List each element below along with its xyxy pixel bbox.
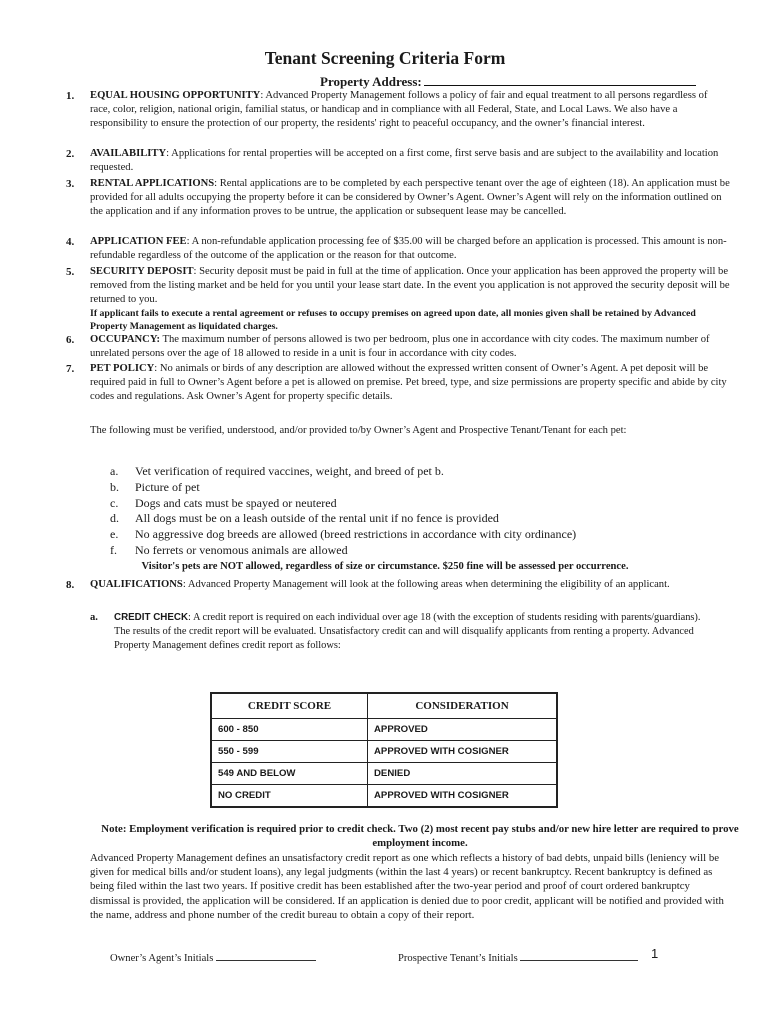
tenant-initials (398, 950, 638, 964)
agent-initials-label: Owner’s Agent’s Initials (110, 953, 214, 964)
tenant-initials-field[interactable] (520, 950, 638, 961)
list-item: a. Vet verification of required vaccines, weight, and breed of pet b. (110, 464, 444, 478)
list-item: c. Dogs and cats must be spayed or neutered (110, 495, 337, 510)
table-row (211, 741, 557, 763)
item-text: : Advanced Property Management will look at the following areas when determining the eligibility of an applicant. (182, 579, 670, 590)
item-text: : Security deposit must be paid in full at the time of application. Once your application has been approved the property will be removed from the listing market and be held for you until your lease start date. In the event you application is not approved the security deposit will be returned to you. (90, 266, 730, 305)
credit-score-table (210, 692, 558, 808)
list-item: f. No ferrets or venomous animals are allowed (110, 542, 348, 557)
item-heading: EQUAL HOUSING OPPORTUNITY (90, 90, 261, 101)
item-heading: RENTAL APPLICATIONS (90, 178, 215, 189)
item-availability (90, 147, 730, 175)
consideration-cell: APPROVED WITH COSIGNER (374, 790, 509, 801)
page-title: Tenant Screening Criteria Form (264, 48, 506, 68)
item-equal-housing (90, 89, 730, 131)
item-pet-policy (90, 362, 730, 404)
item-text: : Applications for rental properties will be accepted on a first come, first serve basis and are subject to the availability and location requested. (90, 148, 719, 173)
item-number-7: 7. (66, 363, 75, 375)
item-number-5: 5. (66, 266, 75, 278)
agent-initials (110, 950, 316, 964)
list-item: b. Picture of pet (110, 479, 200, 494)
credit-score-cell: NO CREDIT (211, 785, 368, 808)
item-rental-applications (90, 177, 730, 219)
credit-check-heading: CREDIT CHECK (114, 612, 189, 623)
item-application-fee (90, 235, 730, 263)
item-heading: PET POLICY (90, 363, 155, 374)
header-consideration: CONSIDERATION (368, 693, 558, 719)
credit-check-letter: a. (90, 612, 98, 623)
item-text: : Advanced Property Management follows a policy of fair and equal treatment to all persons regardless of race, color, religion, national origin, familial status, or handicap and in compliance with all Federal, State, and Local Laws. We also have a responsibility to ensure the protection of our property, the residents' right to peaceful occupancy, and the owner’s financial interest. (90, 90, 708, 129)
consideration-cell: APPROVED (368, 719, 558, 741)
table-row (211, 763, 557, 785)
item-heading: QUALIFICATIONS (90, 579, 183, 590)
credit-check-text: : A credit report is required on each individual over age 18 (with the exception of students residing with parents/guardians). The results of the credit report will be evaluated. Unsatisfactory credit can and will disqualify applicants from renting a property. Advanced Property Management defines credit report as follows: (114, 612, 701, 651)
unsatisfactory-credit-paragraph: Advanced Property Management defines an unsatisfactory credit report as one which reflects a history of bad debts, unpaid bills (leniency will be given for medical bills and/or student loans), any legal judgments (within the last 4 years) or recent bankruptcy. Recent bankruptcy is defined as being filed within the last two years. If positive credit has been established after the two-year period and proof of court ordered bankruptcy dismissal is provided, the application will be considered. If an application is denied due to poor credit, applicant will be notified and provided with the name, address and phone number of the credit bureau to obtain a copy of their report. (90, 852, 724, 921)
item-text: The maximum number of persons allowed is two per bedroom, plus one in accordance with city codes. The maximum number of unrelated persons over the age of 18 allowed to reside in a unit is four in accordance with city codes. (90, 334, 710, 359)
item-number-1: 1. (66, 90, 75, 102)
item-heading: SECURITY DEPOSIT (90, 266, 194, 277)
item-text: : A non-refundable application processing fee of $35.00 will be charged before an application is processed. This amount is non-refundable regardless of the outcome of the application or the reason for that outcome. (90, 236, 727, 261)
item-number-8: 8. (66, 579, 75, 591)
property-address-label: Property Address: (320, 74, 422, 89)
table-row (211, 785, 557, 808)
item-number-4: 4. (66, 236, 75, 248)
credit-score-cell: 600 - 850 (211, 719, 368, 741)
item-heading: OCCUPANCY: (90, 334, 161, 345)
security-deposit-warning: If applicant fails to execute a rental agreement or refuses to occupy premises on agreed upon date, all monies given shall be retained by Advanced Property Management as liquidated charges. (90, 308, 696, 332)
table-header-row (211, 693, 557, 719)
tenant-initials-label: Prospective Tenant’s Initials (398, 953, 518, 964)
item-occupancy (90, 333, 730, 361)
item-number-6: 6. (66, 334, 75, 346)
item-heading: AVAILABILITY (90, 148, 167, 159)
item-security-deposit (90, 265, 730, 333)
item-text: : Rental applications are to be completed by each perspective tenant over the age of eighteen (18). An application must be provided for all adults occupying the property before it can be considered by Owner’s Agent. Owner’s Agent will rely on the information outlined on the application and if any information proves to be untrue, the application or subsequent lease may be cancelled. (90, 178, 730, 217)
consideration-cell: APPROVED WITH COSIGNER (368, 741, 558, 763)
item-number-3: 3. (66, 178, 75, 190)
header-credit-score: CREDIT SCORE (211, 693, 368, 719)
employment-note-heading: Note: Employment verification is required prior to credit check. Two (2) most recent pay stubs and/or new hire letter are required to prove employment income. (101, 823, 739, 849)
pet-requirements-list (110, 464, 670, 559)
list-item: d. All dogs must be on a leash outside of the rental unit if no fence is provided (110, 511, 499, 526)
visitor-pets-warning: Visitor's pets are NOT allowed, regardless of size or circumstance. $250 fine will be assessed per occurrence. (141, 561, 629, 572)
list-item: e. No aggressive dog breeds are allowed (breed restrictions in accordance with city ordinance) (110, 527, 577, 542)
credit-check-paragraph (114, 611, 714, 653)
agent-initials-field[interactable] (216, 950, 316, 961)
item-heading: APPLICATION FEE (90, 236, 187, 247)
property-address-field[interactable] (424, 72, 696, 86)
page-number: 1 (651, 946, 659, 961)
pet-intro: The following must be verified, understood, and/or provided to/by Owner’s Agent and Prospective Tenant/Tenant for each pet: (90, 425, 627, 436)
table-row (211, 719, 557, 741)
credit-score-cell: 550 - 599 (211, 741, 368, 763)
item-text: : No animals or birds of any description are allowed without the expressed written consent of Owner’s Agent. A pet deposit will be required paid in full to Owner’s Agent before a pet is allowed on premise. Pet breed, type, and size permissions are property specific and abide by city codes and regulations. Ask Owner’s Agent for property specific details. (90, 363, 727, 402)
item-number-2: 2. (66, 148, 75, 160)
item-qualifications (90, 578, 730, 592)
consideration-cell: DENIED (368, 763, 558, 785)
property-address (320, 72, 696, 90)
credit-score-cell: 549 AND BELOW (211, 763, 368, 785)
